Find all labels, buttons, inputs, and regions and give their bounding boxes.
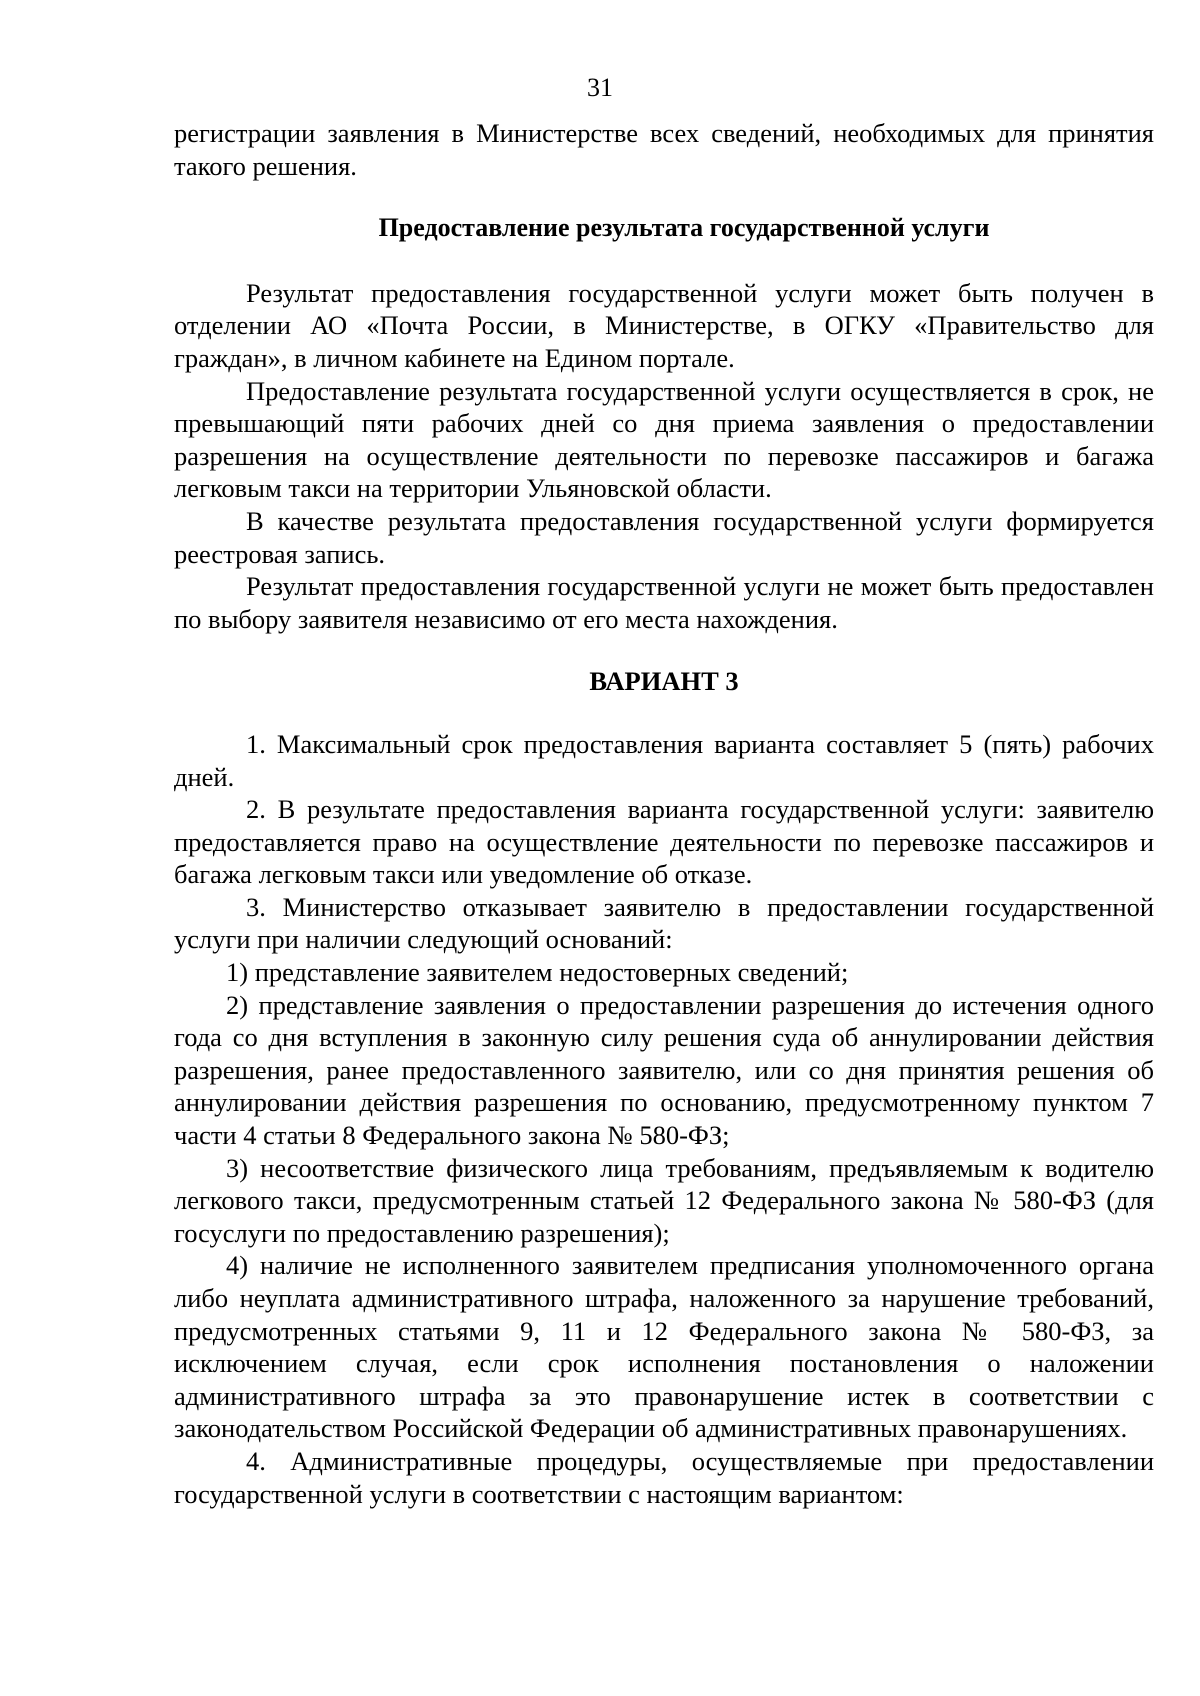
page-number: 31 bbox=[587, 73, 613, 102]
list-item-3: 3) несоответствие физического лица требованиям, предъявляемым к водителю легкового такси, предусмотренным статьей 12 Федерального закона № 580-ФЗ (для госуслуги по предоставлению разрешения); bbox=[174, 1152, 1154, 1248]
document-body bbox=[174, 117, 1154, 1510]
intro-paragraph: регистрации заявления в Министерстве всех сведений, необходимых для принятия такого решения. bbox=[174, 118, 1154, 181]
variant-paragraph-2: 2. В результате предоставления варианта государственной услуги: заявителю предоставляется право на осуществление деятельности по перевозке пассажиров и багажа легковым такси или уведомление об отказе. bbox=[174, 794, 1154, 890]
variant-paragraph-3: 3. Министерство отказывает заявителю в предоставлении государственной услуги при наличии следующий оснований: bbox=[174, 891, 1154, 955]
result-paragraph-4: Результат предоставления государственной услуги не может быть предоставлен по выбору заявителя независимо от его места нахождения. bbox=[174, 571, 1154, 634]
variant-paragraph-4: 4. Административные процедуры, осуществляемые при предоставлении государственной услуги в соответствии с настоящим вариантом: bbox=[174, 1445, 1154, 1509]
variant-paragraph-1: 1. Максимальный срок предоставления варианта составляет 5 (пять) рабочих дней. bbox=[174, 728, 1154, 792]
result-paragraph-2: Предоставление результата государственной услуги осуществляется в срок, не превышающий пяти рабочих дней со дня приема заявления о предоставлении разрешения на осуществление деятельности по перевозке пассажиров и багажа легковым такси на территории Ульяновской области. bbox=[174, 375, 1154, 504]
section-heading-variant-3: ВАРИАНТ 3 bbox=[589, 666, 739, 697]
list-item-1: 1) представление заявителем недостоверных сведений; bbox=[226, 957, 849, 988]
section-heading-result: Предоставление результата государственной услуги bbox=[378, 213, 990, 243]
result-paragraph-1: Результат предоставления государственной услуги может быть получен в отделении АО «Почта России, в Министерстве, в ОГКУ «Правительство для граждан», в личном кабинете на Едином портале. bbox=[174, 277, 1154, 373]
result-paragraph-3: В качестве результата предоставления государственной услуги формируется реестровая запись. bbox=[174, 505, 1154, 569]
list-item-4: 4) наличие не исполненного заявителем предписания уполномоченного органа либо неуплата административного штрафа, наложенного за нарушение требований, предусмотренных статьями 9, 11 и 12 Федерального закона № 580-ФЗ, за исключением случая, если срок исполнения постановления о наложении административного штрафа за это правонарушение истек в соответствии с законодательством Российской Федерации об административных правонарушениях. bbox=[174, 1250, 1154, 1444]
list-item-2: 2) представление заявления о предоставлении разрешения до истечения одного года со дня вступления в законную силу решения суда об аннулировании действия разрешения, ранее предоставленного заявителю, или со дня принятия решения об аннулировании действия разрешения по основанию, предусмотренному пунктом 7 части 4 статьи 8 Федерального закона № 580-ФЗ; bbox=[174, 989, 1154, 1151]
